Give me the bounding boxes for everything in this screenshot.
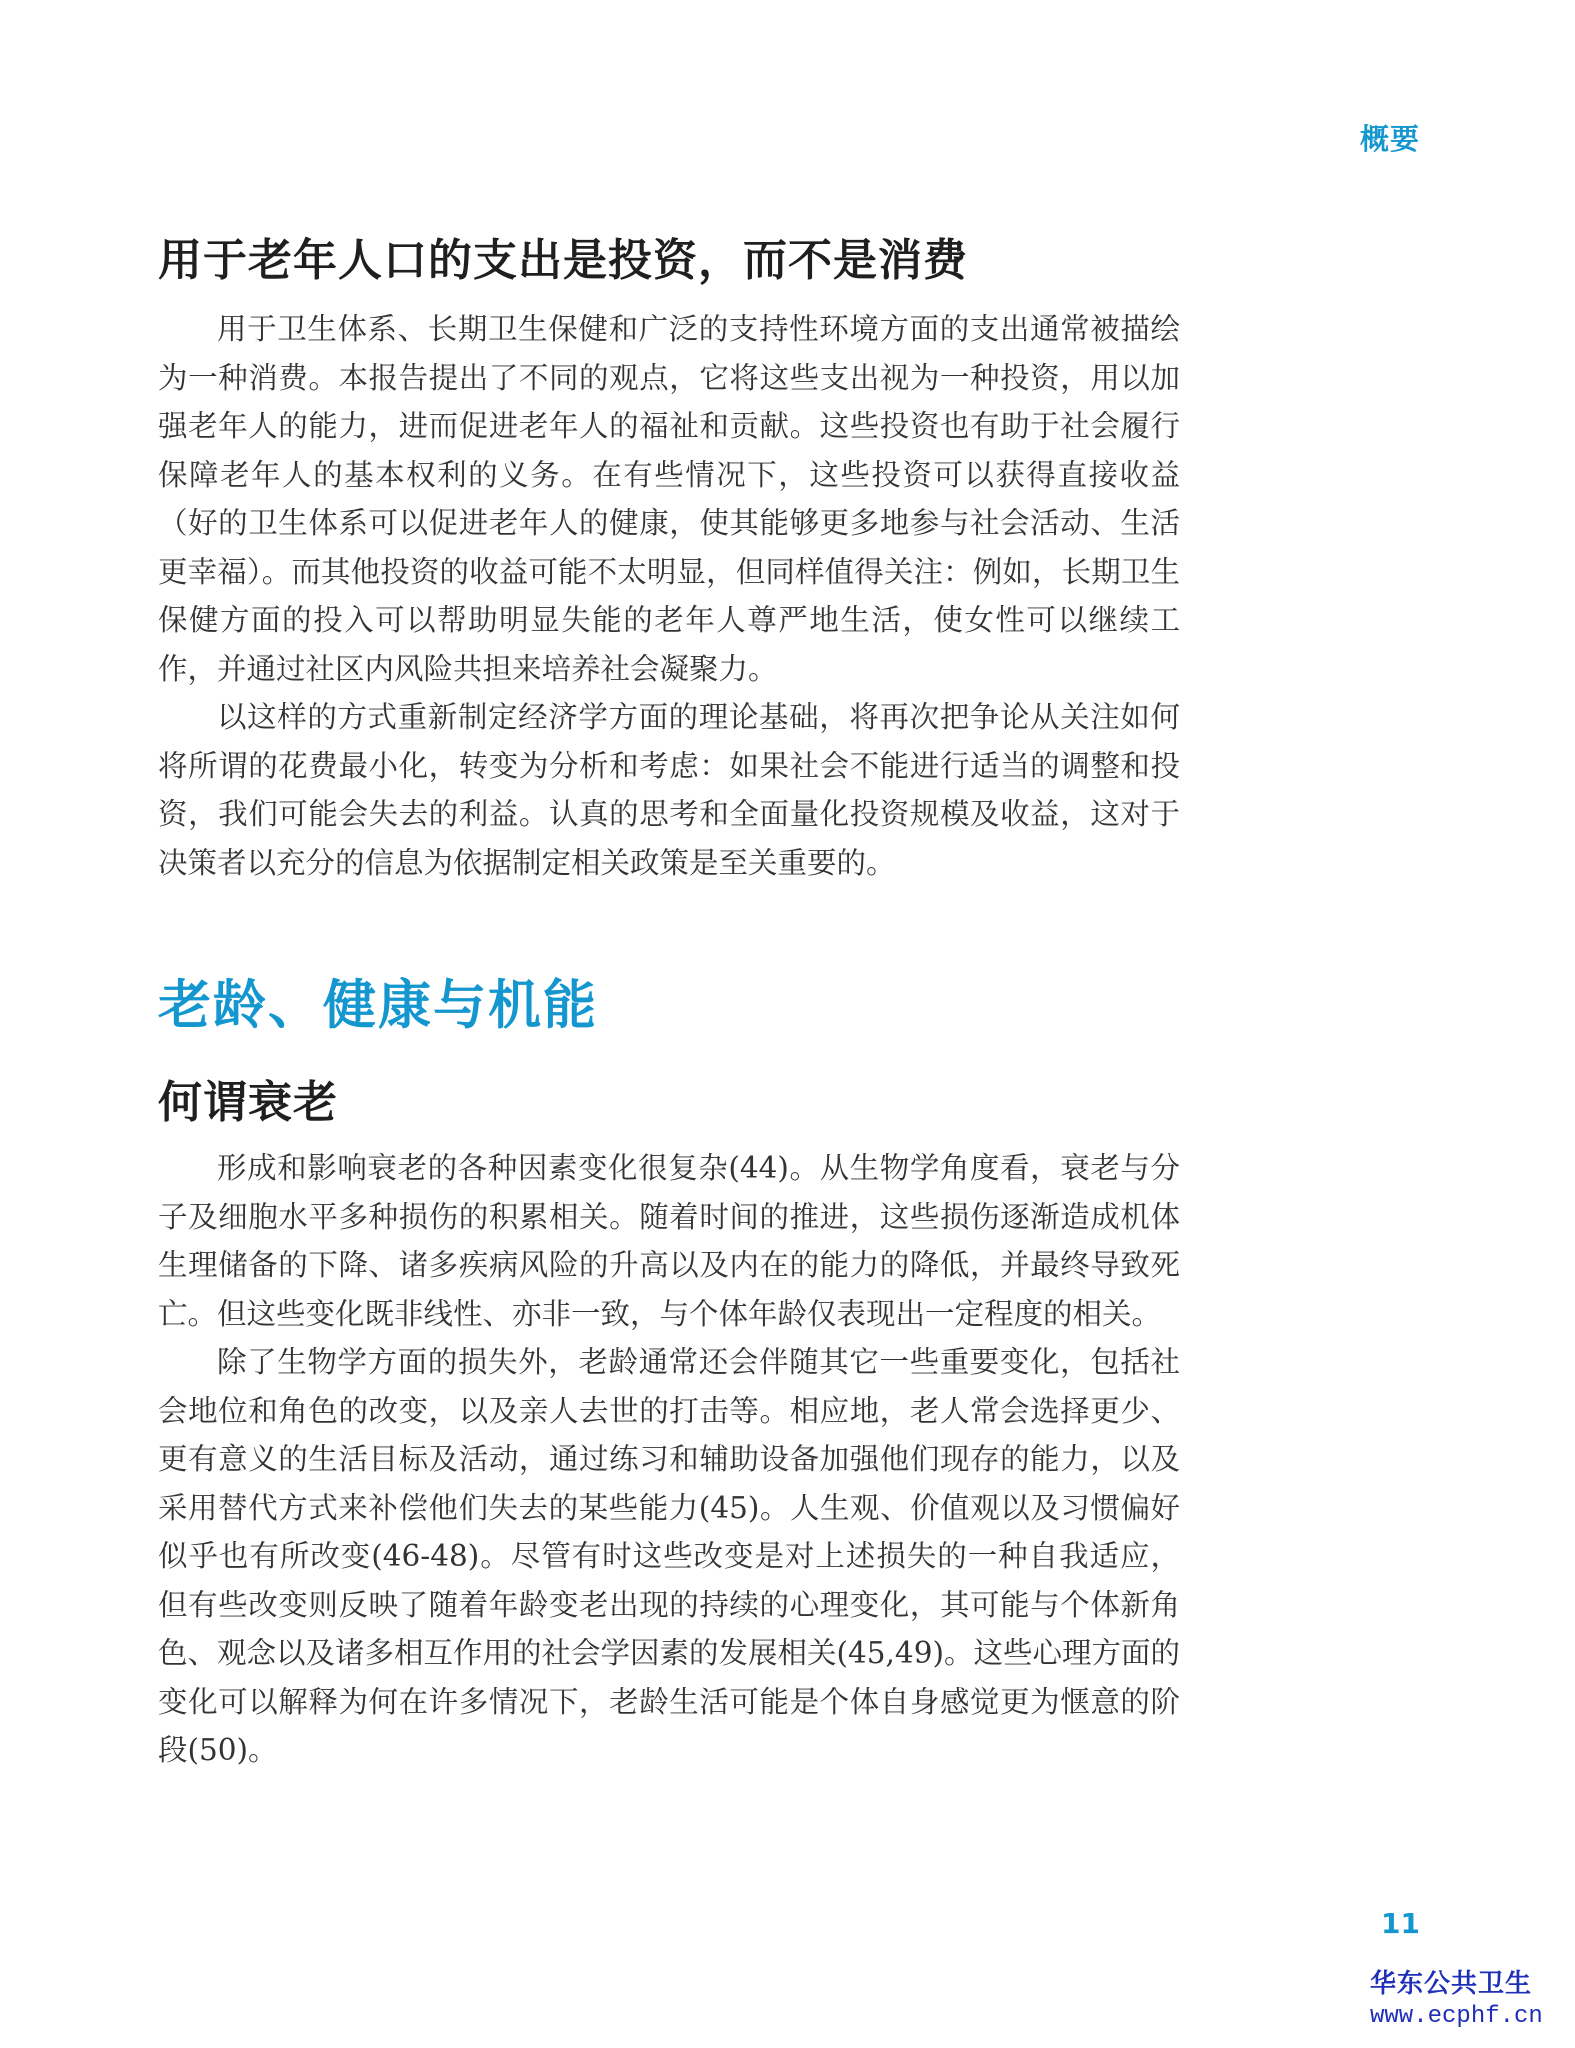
watermark-url: www.ecphf.cn bbox=[1370, 2003, 1543, 2030]
chapter-heading-ageing: 老龄、健康与机能 bbox=[158, 975, 598, 1036]
running-header: 概要 bbox=[1360, 122, 1421, 156]
watermark bbox=[1370, 1967, 1575, 2033]
section-body-ageing bbox=[158, 1144, 1180, 1775]
watermark-name: 华东公共卫生 bbox=[1370, 1969, 1533, 1999]
paragraph: 用于卫生体系、长期卫生保健和广泛的支持性环境方面的支出通常被描绘为一种消费。本报告提出了不同的观点，它将这些支出视为一种投资，用以加强老年人的能力，进而促进老年人的福祉和贡献。这些投资也有助于社会履行保障老年人的基本权利的义务。在有些情况下，这些投资可以获得直接收益（好的卫生体系可以促进老年人的健康，使其能够更多地参与社会活动、生活更幸福）。而其他投资的收益可能不太明显，但同样值得关注：例如，长期卫生保健方面的投入可以帮助明显失能的老年人尊严地生活，使女性可以继续工作，并通过社区内风险共担来培养社会凝聚力。 bbox=[158, 312, 1180, 686]
paragraph: 以这样的方式重新制定经济学方面的理论基础，将再次把争论从关注如何将所谓的花费最小化，转变为分析和考虑：如果社会不能进行适当的调整和投资，我们可能会失去的利益。认真的思考和全面量化投资规模及收益，这对于决策者以充分的信息为依据制定相关政策是至关重要的。 bbox=[158, 700, 1180, 880]
section-heading-investment: 用于老年人口的支出是投资，而不是消费 bbox=[158, 235, 968, 286]
paragraph: 形成和影响衰老的各种因素变化很复杂(44)。从生物学角度看，衰老与分子及细胞水平多种损伤的积累相关。随着时间的推进，这些损伤逐渐造成机体生理储备的下降、诸多疾病风险的升高以及内在的能力的降低，并最终导致死亡。但这些变化既非线性、亦非一致，与个体年龄仅表现出一定程度的相关。 bbox=[158, 1151, 1180, 1331]
subheading-what-is-ageing: 何谓衰老 bbox=[158, 1077, 338, 1128]
page-number: 11 bbox=[1381, 1907, 1420, 1940]
section-body-investment bbox=[158, 305, 1180, 887]
paragraph: 除了生物学方面的损失外，老龄通常还会伴随其它一些重要变化，包括社会地位和角色的改变，以及亲人去世的打击等。相应地，老人常会选择更少、更有意义的生活目标及活动，通过练习和辅助设备加强他们现存的能力，以及采用替代方式来补偿他们失去的某些能力(45)。人生观、价值观以及习惯偏好似乎也有所改变(46-48)。尽管有时这些改变是对上述损失的一种自我适应，但有些改变则反映了随着年龄变老出现的持续的心理变化，其可能与个体新角色、观念以及诸多相互作用的社会学因素的发展相关(45,49)。这些心理方面的变化可以解释为何在许多情况下，老龄生活可能是个体自身感觉更为惬意的阶段(50)。 bbox=[158, 1345, 1180, 1767]
